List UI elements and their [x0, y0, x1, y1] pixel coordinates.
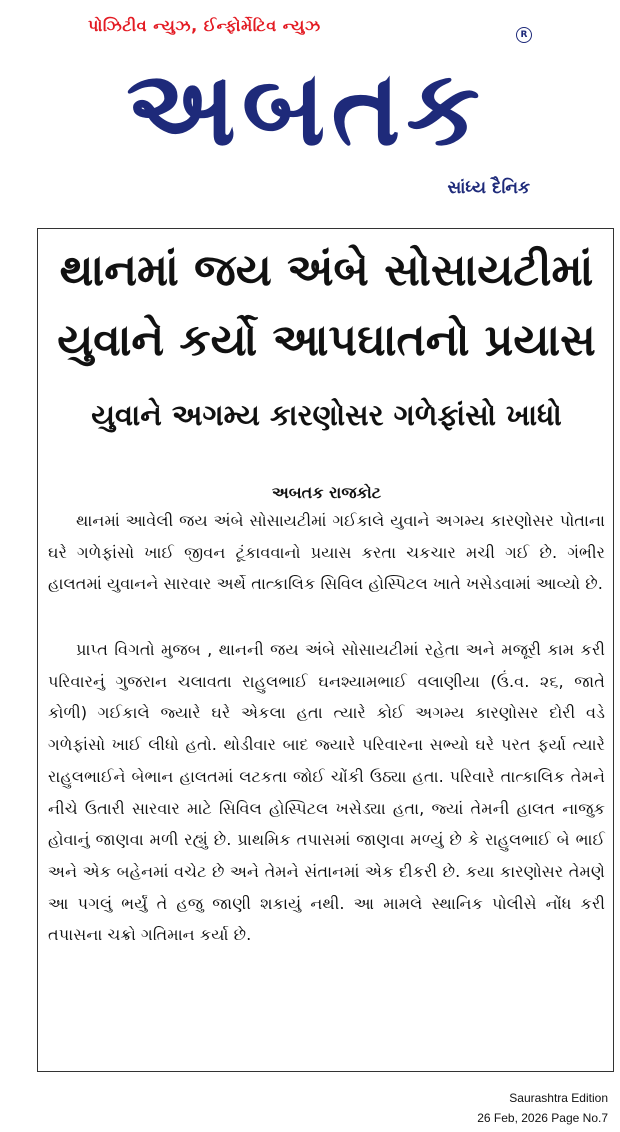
newspaper-logo: અબતક	[126, 47, 486, 169]
registered-mark: R	[516, 27, 532, 43]
subheadline: યુવાને અગમ્ય કારણોસર ગળેફાંસો ખાધો	[91, 398, 562, 432]
masthead-tagline: પોઝિટીવ ન્યુઝ, ઈન્ફોર્મેટિવ ન્યુઝ	[88, 16, 321, 35]
article-box	[37, 228, 614, 1072]
masthead-subtitle: સાંધ્ય દૈનિક	[447, 178, 530, 198]
headline-line-2: યુવાને કર્યો આપઘાતનો પ્રયાસ	[57, 315, 596, 366]
edition-date-page: 26 Feb, 2026 Page No.7	[477, 1111, 608, 1125]
article-paragraph-1: થાનમાં આવેલી જય અંબે સોસાયટીમાં ગઈકાલે યુવાને અગમ્ય કારણોસર પોતાના ઘરે ગળેફાંસો ખાઈ જીવન ટૂંકાવવાનો પ્રયાસ કરતા ચકચાર મચી ગઈ છે. ગંભીર હાલતમાં યુવાનને સારવાર અર્થે તાત્કાલિક સિવિલ હોસ્પિટલ ખાતે ખસેડવામાં આવ્યો છે.	[48, 511, 605, 594]
edition-name: Saurashtra Edition	[509, 1091, 608, 1105]
masthead	[0, 0, 620, 210]
headline-line-1: થાનમાં જય અંબે સોસાયટીમાં	[59, 245, 594, 296]
byline: અબતક રાજકોટ	[271, 483, 382, 502]
article-paragraph-2: પ્રાપ્ત વિગતો મુજબ , થાનની જય અંબે સોસાયટીમાં રહેતા અને મજૂરી કામ કરી પરિવારનું ગુજરાન ચલાવતા રાહુલભાઈ ઘનશ્યામભાઈ વલાણીયા (ઉં.વ. ૨૬, જાતે કોળી) ગઈકાલે જ્યારે ઘરે એકલા હતા ત્યારે કોઈ અગમ્ય કારણોસર દોરી વડે ગળેફાંસો ખાઈ લીધો હતો. થોડીવાર બાદ જ્યારે પરિવારના સભ્યો ઘરે પરત ફર્યા ત્યારે રાહુલભાઈને બેભાન હાલતમાં લટકતા જોઈ ચોંકી ઉઠ્યા હતા. પરિવારે તાત્કાલિક તેમને નીચે ઉતારી સારવાર માટે સિવિલ હોસ્પિટલ ખસેડ્યા હતા, જ્યાં તેમની હાલત નાજુક હોવાનું જાણવા મળી રહ્યું છે. પ્રાથમિક તપાસમાં જાણવા મળ્યું છે કે રાહુલભાઈ બે ભાઈ અને એક બહેનમાં વચેટ છે અને તેમને સંતાનમાં એક દીકરી છે. કયા કારણોસર તેમણે આ પગલું ભર્યું તે હજુ જાણી શકાયું નથી. આ મામલે સ્થાનિક પોલીસે નોંધ કરી તપાસના ચક્રો ગતિમાન કર્યા છે.	[48, 640, 605, 945]
edition-info	[477, 1088, 608, 1128]
